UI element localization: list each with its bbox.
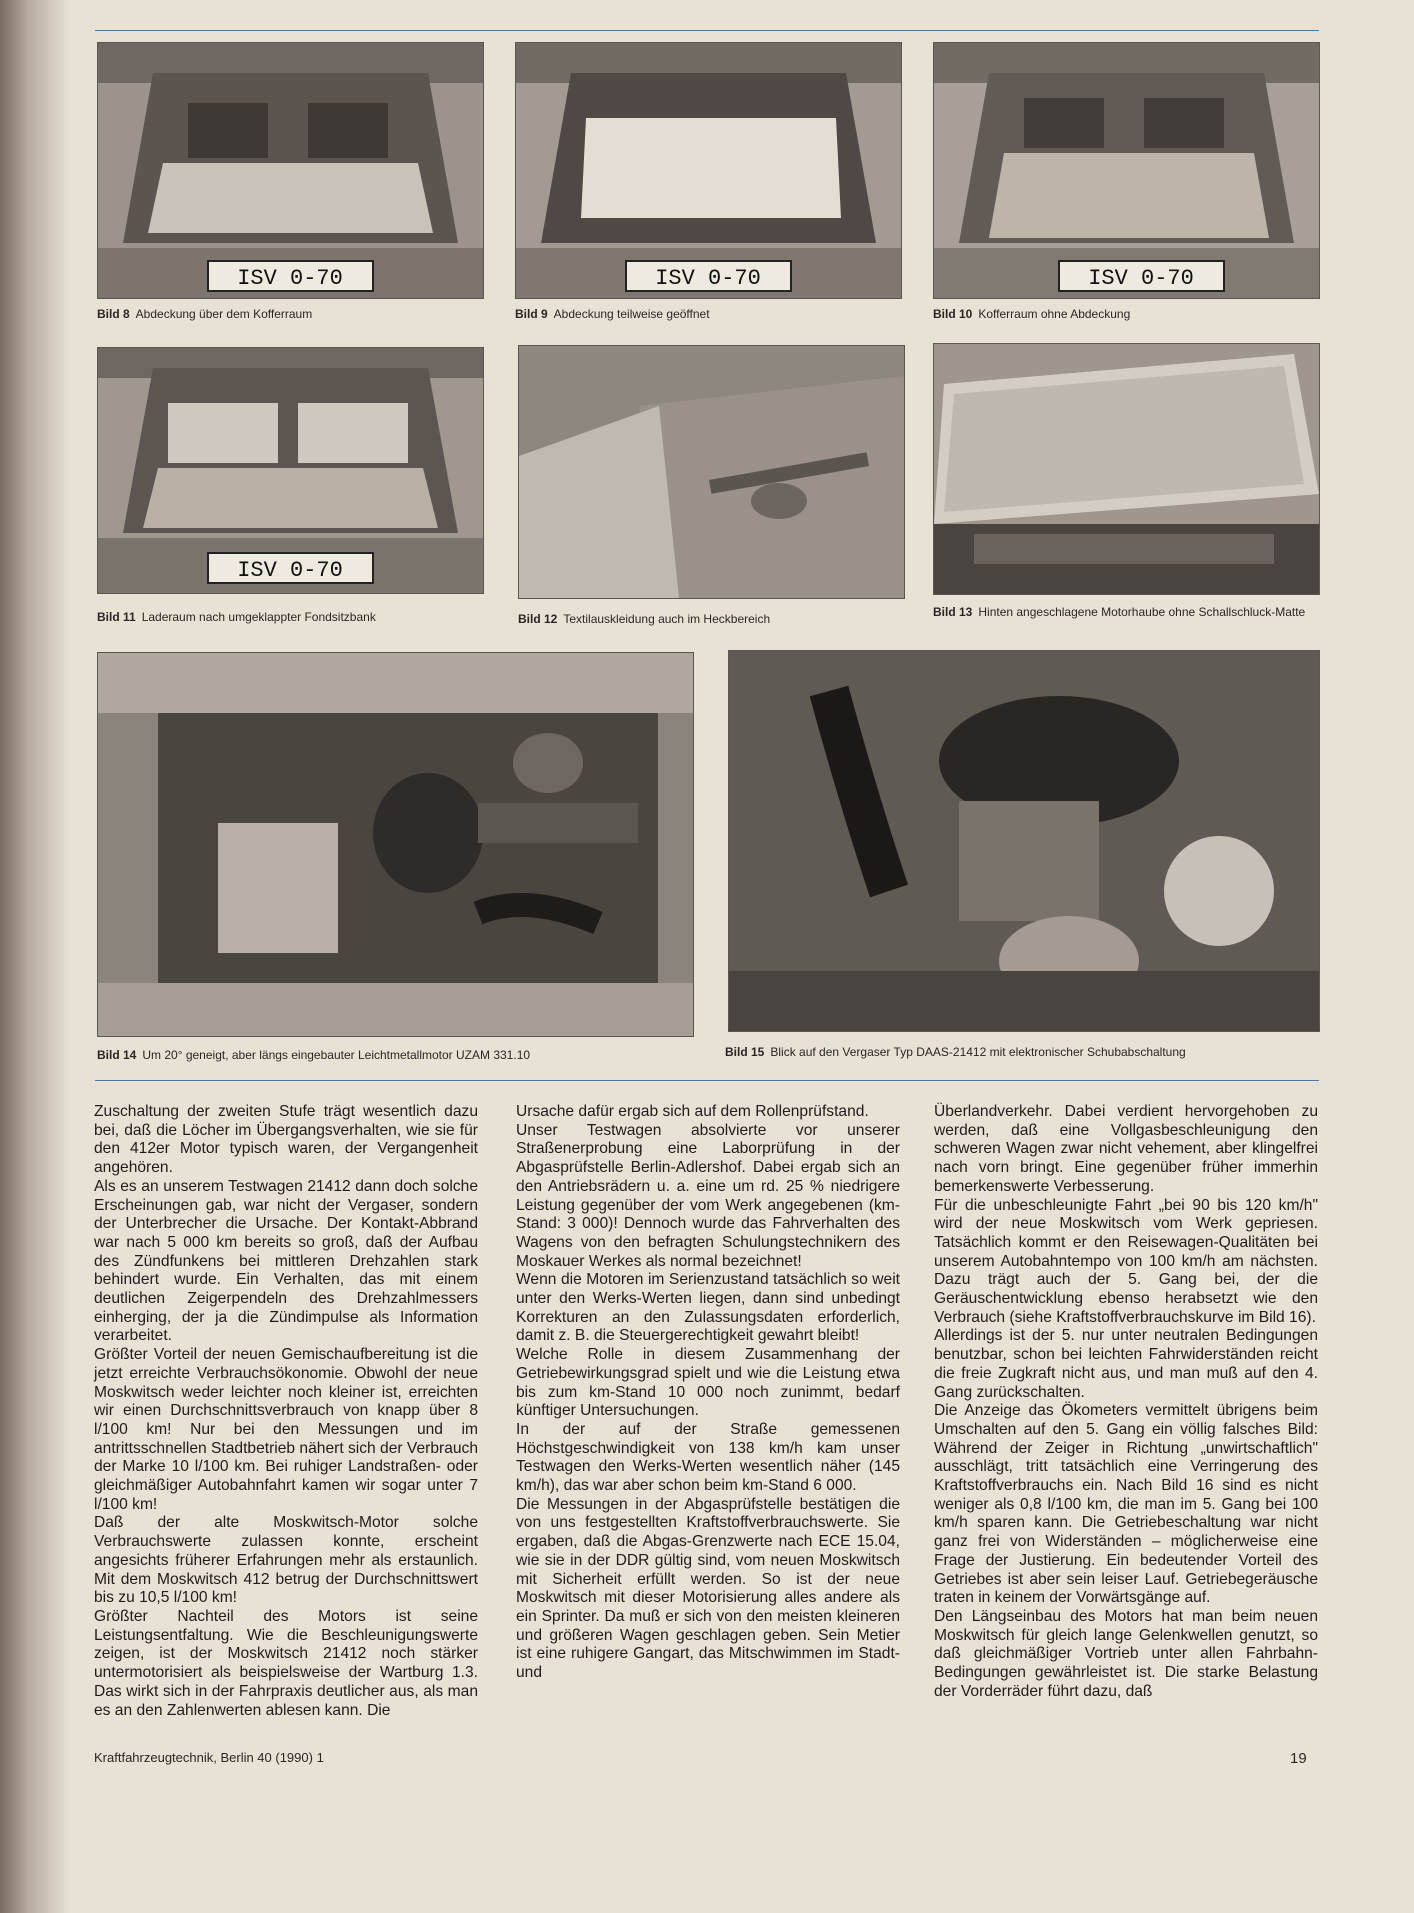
paragraph: Für die unbeschleunigte Fahrt „bei 90 bis 120 km/h" wird der neue Moskwitsch vom Werk gepriesen. Tatsächlich kommt er den Reisewagen-Qualitäten bei unserem Autobahntempo von 100 km/h am nächsten. Dazu trägt auch der 5. Gang bei, der die Geräuschentwicklung ebenso herabsetzt wie den Verbrauch (siehe Kraftstoffverbrauchskurve im Bild 16).	[934, 1196, 1318, 1326]
paragraph: Ursache dafür ergab sich auf dem Rollenprüfstand.	[516, 1103, 869, 1120]
caption-bild-10: Bild 10 Kofferraum ohne Abdeckung	[933, 307, 1131, 321]
paragraph: Wenn die Motoren im Serienzustand tatsächlich so weit unter den Werks-Werten liegen, dann sind unbedingt Korrekturen an den Zulassungsdaten erforderlich, damit z. B. die Steuergerechtigkeit gewahrt bleibt!	[516, 1271, 900, 1345]
paragraph: Größter Vorteil der neuen Gemischaufbereitung ist die jetzt erreichte Verbrauchsökonomie. Obwohl der neue Moskwitsch weder leichter noch kleiner ist, erreichten wir einen Durchschnittsverbrauch von knapp über 8 l/100 km! Nur bei den Messungen und im antrittsschnellen Stadtbetrieb nähert sich der Verbrauch der Marke 10 l/100 km. Bei ruhiger Landstraßen- oder gleichmäßiger Autobahnfahrt kamen wir sogar unter 7 l/100 km!	[94, 1346, 479, 1513]
photo-bild-9	[515, 42, 902, 299]
paragraph: Welche Rolle in diesem Zusammenhang der Getriebewirkungsgrad spielt und wie die Leistung etwa bis zum km-Stand 10 000 noch zunimmt, bedarf künftiger Untersuchungen.	[516, 1346, 900, 1420]
top-rule	[95, 30, 1319, 31]
paragraph: Die Messungen in der Abgasprüfstelle bestätigen die von uns festgestellten Kraftstoffverbrauchswerte. Sie ergaben, daß die Abgas-Grenzwerte nach ECE 15.04, wie sie in der DDR gültig sind, vom neuen Moskwitsch mit Sicherheit erfüllt werden. So ist der neue Moskwitsch mit dieser Motorisierung alles andere als ein Sprinter. Da muß er sich von den meisten kleineren und größeren Wagen geschlagen geben. Sein Metier ist eine ruhigere Gangart, das Mitschwimmen im Stadt- und	[516, 1495, 900, 1682]
paragraph: Die Anzeige das Ökometers vermittelt übrigens beim Umschalten auf den 5. Gang ein völlig falsches Bild: Während der Zeiger in Richtung „unwirtschaftlich" ausschlägt, tritt tatsächlich eine Verringerung des Kraftstoffverbrauchs ein. Nach Bild 16 sind es nicht weniger als 0,8 l/100 km, die man im 5. Gang bei 100 km/h sparen kann. Die Getriebeschaltung war nicht ganz frei von Widerständen – möglicherweise eine Frage der Justierung. Ein bedeutender Vorteil des Getriebes ist aber sein leiser Lauf. Getriebegeräusche traten in keinem der Vorwärtsgänge auf.	[934, 1402, 1318, 1607]
paragraph: Größter Nachteil des Motors ist seine Leistungsentfaltung. Wie die Beschleunigungswerte zeigen, ist der Moskwitsch 21412 noch stärker untermotorisiert als beispielsweise der Wartburg 1.3. Das wirkt sich in der Fahrpraxis deutlicher aus, als man es an den Zahlenwerten ablesen kann. Die	[94, 1607, 478, 1719]
paragraph: Zuschaltung der zweiten Stufe trägt wesentlich dazu bei, daß die Löcher im Übergangsverhalten, wie sie für den 412er Motor typisch waren, der Vergangenheit angehören.	[94, 1103, 478, 1177]
paragraph: Allerdings ist der 5. nur unter neutralen Bedingungen benutzbar, schon bei leichten Fahrwiderständen reicht die freie Zugkraft nicht aus, und man muß auf den 4. Gang zurückschalten.	[934, 1327, 1318, 1401]
paragraph: Überlandverkehr. Dabei verdient hervorgehoben zu werden, daß eine Vollgasbeschleunigung den schweren Wagen zwar nicht vehement, aber klingelfrei nach vorn bringt. Eine gegenüber früher immerhin bemerkenswerte Verbesserung.	[934, 1103, 1318, 1195]
license-plate-9: ISV 0-70	[655, 266, 761, 291]
caption-bild-15: Bild 15 Blick auf den Vergaser Typ DAAS-21412 mit elektronischer Schubabschaltung	[725, 1045, 1186, 1059]
caption-bild-11: Bild 11 Laderaum nach umgeklappter Fondsitzbank	[97, 610, 376, 624]
paragraph: Als es an unserem Testwagen 21412 dann doch solche Erscheinungen gab, war nicht der Vergaser, sondern der Unterbrecher die Ursache. Der Kontakt-Abbrand war nach 5 000 km bereits so groß, daß der Aufbau des Zündfunkens bei mittleren Drehzahlen stark behindert wurde. Ein Verhalten, das mit einem deutlichen Zeigerpendeln des Drehzahlmessers einherging, der ja die Zündimpulse als Information verarbeitet.	[94, 1177, 478, 1345]
caption-bild-8: Bild 8 Abdeckung über dem Kofferraum	[97, 307, 313, 321]
mid-rule	[95, 1080, 1319, 1081]
license-plate-8: ISV 0-70	[237, 266, 343, 291]
paragraph: Daß der alte Moskwitsch-Motor solche Verbrauchswerte zulassen konnte, erscheint angesichts früherer Erfahrungen mehr als erstaunlich. Mit dem Moskwitsch 412 betrug der Durchschnittswert bis zu 10,5 l/100 km!	[94, 1514, 478, 1607]
caption-bild-9: Bild 9 Abdeckung teilweise geöffnet	[515, 307, 710, 321]
paragraph: In der auf der Straße gemessenen Höchstgeschwindigkeit von 138 km/h kam unser Testwagen den Werks-Werten wesentlich näher (145 km/h), das war aber schon beim km-Stand 6 000.	[516, 1420, 900, 1495]
caption-bild-13: Bild 13 Hinten angeschlagene Motorhaube ohne Schallschluck-Matte	[933, 605, 1306, 619]
license-plate-10: ISV 0-70	[1088, 266, 1194, 291]
license-plate-11: ISV 0-70	[237, 558, 343, 583]
text-column-3	[934, 1103, 1318, 1702]
journal-footer: Kraftfahrzeugtechnik, Berlin 40 (1990) 1	[94, 1750, 324, 1765]
page-binding-shadow	[0, 0, 70, 1913]
photo-bild-10	[933, 42, 1320, 299]
photo-bild-13	[933, 343, 1320, 595]
photo-bild-12	[518, 345, 905, 599]
page-number: 19	[1290, 1750, 1307, 1767]
paragraph: Unser Testwagen absolvierte vor unserer Straßenerprobung eine Laborprüfung in der Abgasprüfstelle Berlin-Adlershof. Dabei ergab sich an den Antriebsrädern u. a. eine um rd. 25 % niedrigere Leistung gegenüber der vom Werk angegebenen (km-Stand: 3 000)! Dennoch wurde das Fahrverhalten des Wagens von den befragten Schulungstechnikern des Moskauer Werkes als normal bezeichnet!	[516, 1121, 900, 1270]
paragraph: Den Längseinbau des Motors hat man beim neuen Moskwitsch für gleich lange Gelenkwellen genutzt, so daß gleichmäßiger Vortrieb unter allen Fahrbahn-Bedingungen gewährleistet ist. Die starke Belastung der Vorderräder führt dazu, daß	[934, 1607, 1318, 1700]
photo-bild-11	[97, 347, 484, 594]
caption-bild-12: Bild 12 Textilauskleidung auch im Heckbereich	[518, 612, 771, 626]
caption-bild-14: Bild 14 Um 20° geneigt, aber längs eingebauter Leichtmetallmotor UZAM 331.10	[97, 1048, 531, 1062]
photo-bild-14	[97, 652, 694, 1037]
text-column-1	[94, 1103, 478, 1720]
photo-bild-15	[728, 650, 1320, 1032]
text-column-2	[516, 1103, 900, 1683]
photo-bild-8	[97, 42, 484, 299]
